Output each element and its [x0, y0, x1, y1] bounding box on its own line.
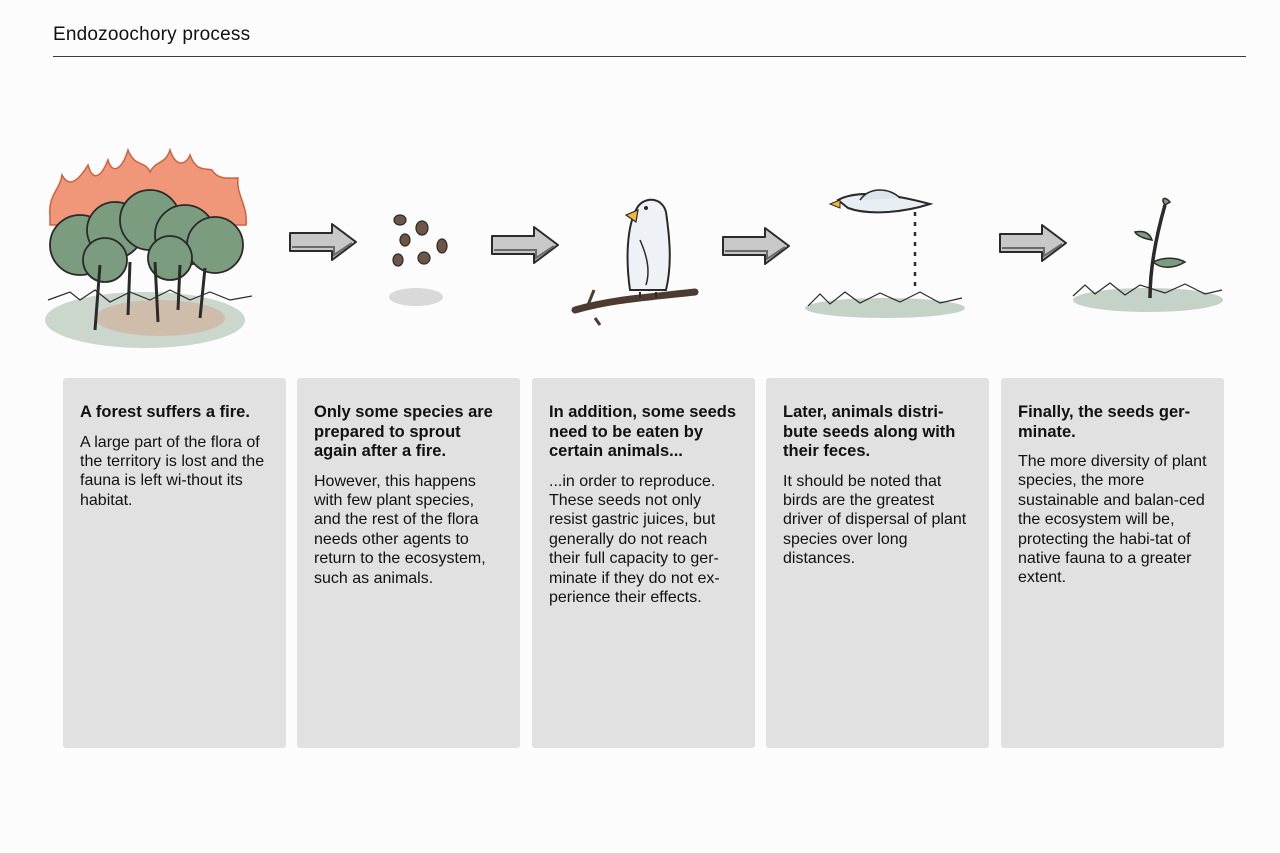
bird-on-branch-illustration	[575, 200, 695, 325]
arrow-icon	[290, 224, 356, 260]
step-3-heading: In addition, some seeds need to be eaten by certain animals...	[549, 403, 737, 460]
step-card-2	[297, 378, 520, 748]
header	[53, 24, 1246, 57]
arrow-icon	[492, 227, 558, 263]
step-card-5	[1001, 378, 1224, 748]
sprouting-plant-illustration	[1073, 198, 1223, 312]
step-2-heading: Only some species are prepared to sprout again after a fire.	[314, 403, 493, 460]
step-card-3	[532, 378, 755, 748]
seeds-illustration	[389, 215, 447, 306]
step-5-heading: Finally, the seeds ger-minate.	[1018, 403, 1191, 441]
step-card-4	[766, 378, 989, 748]
arrow-icon	[723, 228, 789, 264]
step-1-text: A large part of the flora of the territory is lost and the fauna is left wi-thout its habitat.	[80, 433, 265, 509]
step-3-text: ...in order to reproduce. These seeds not only resist gastric juices, but generally do not reach their full capacity to ger-minate if they do not ex-perience their effects.	[549, 472, 720, 606]
step-card-1	[63, 378, 286, 748]
step-5-text: The more diversity of plant species, the more sustainable and balan-ced the ecosystem will be, protecting the habi-tat of native fauna to a greater extent.	[1018, 453, 1207, 587]
arrow-icon	[1000, 225, 1066, 261]
illustration-strip	[0, 130, 1280, 360]
step-4-heading: Later, animals distri-bute seeds along with their feces.	[783, 403, 956, 460]
flying-bird-illustration	[805, 190, 965, 318]
burning-forest-illustration	[45, 150, 252, 348]
page-title: Endozoochory process	[53, 24, 251, 45]
step-4-text: It should be noted that birds are the greatest driver of dispersal of plant species over long distances.	[783, 472, 967, 568]
step-1-heading: A forest suffers a fire.	[80, 403, 250, 421]
step-2-text: However, this happens with few plant species, and the rest of the flora needs other agents to return to the ecosystem, such as animals.	[314, 472, 486, 587]
